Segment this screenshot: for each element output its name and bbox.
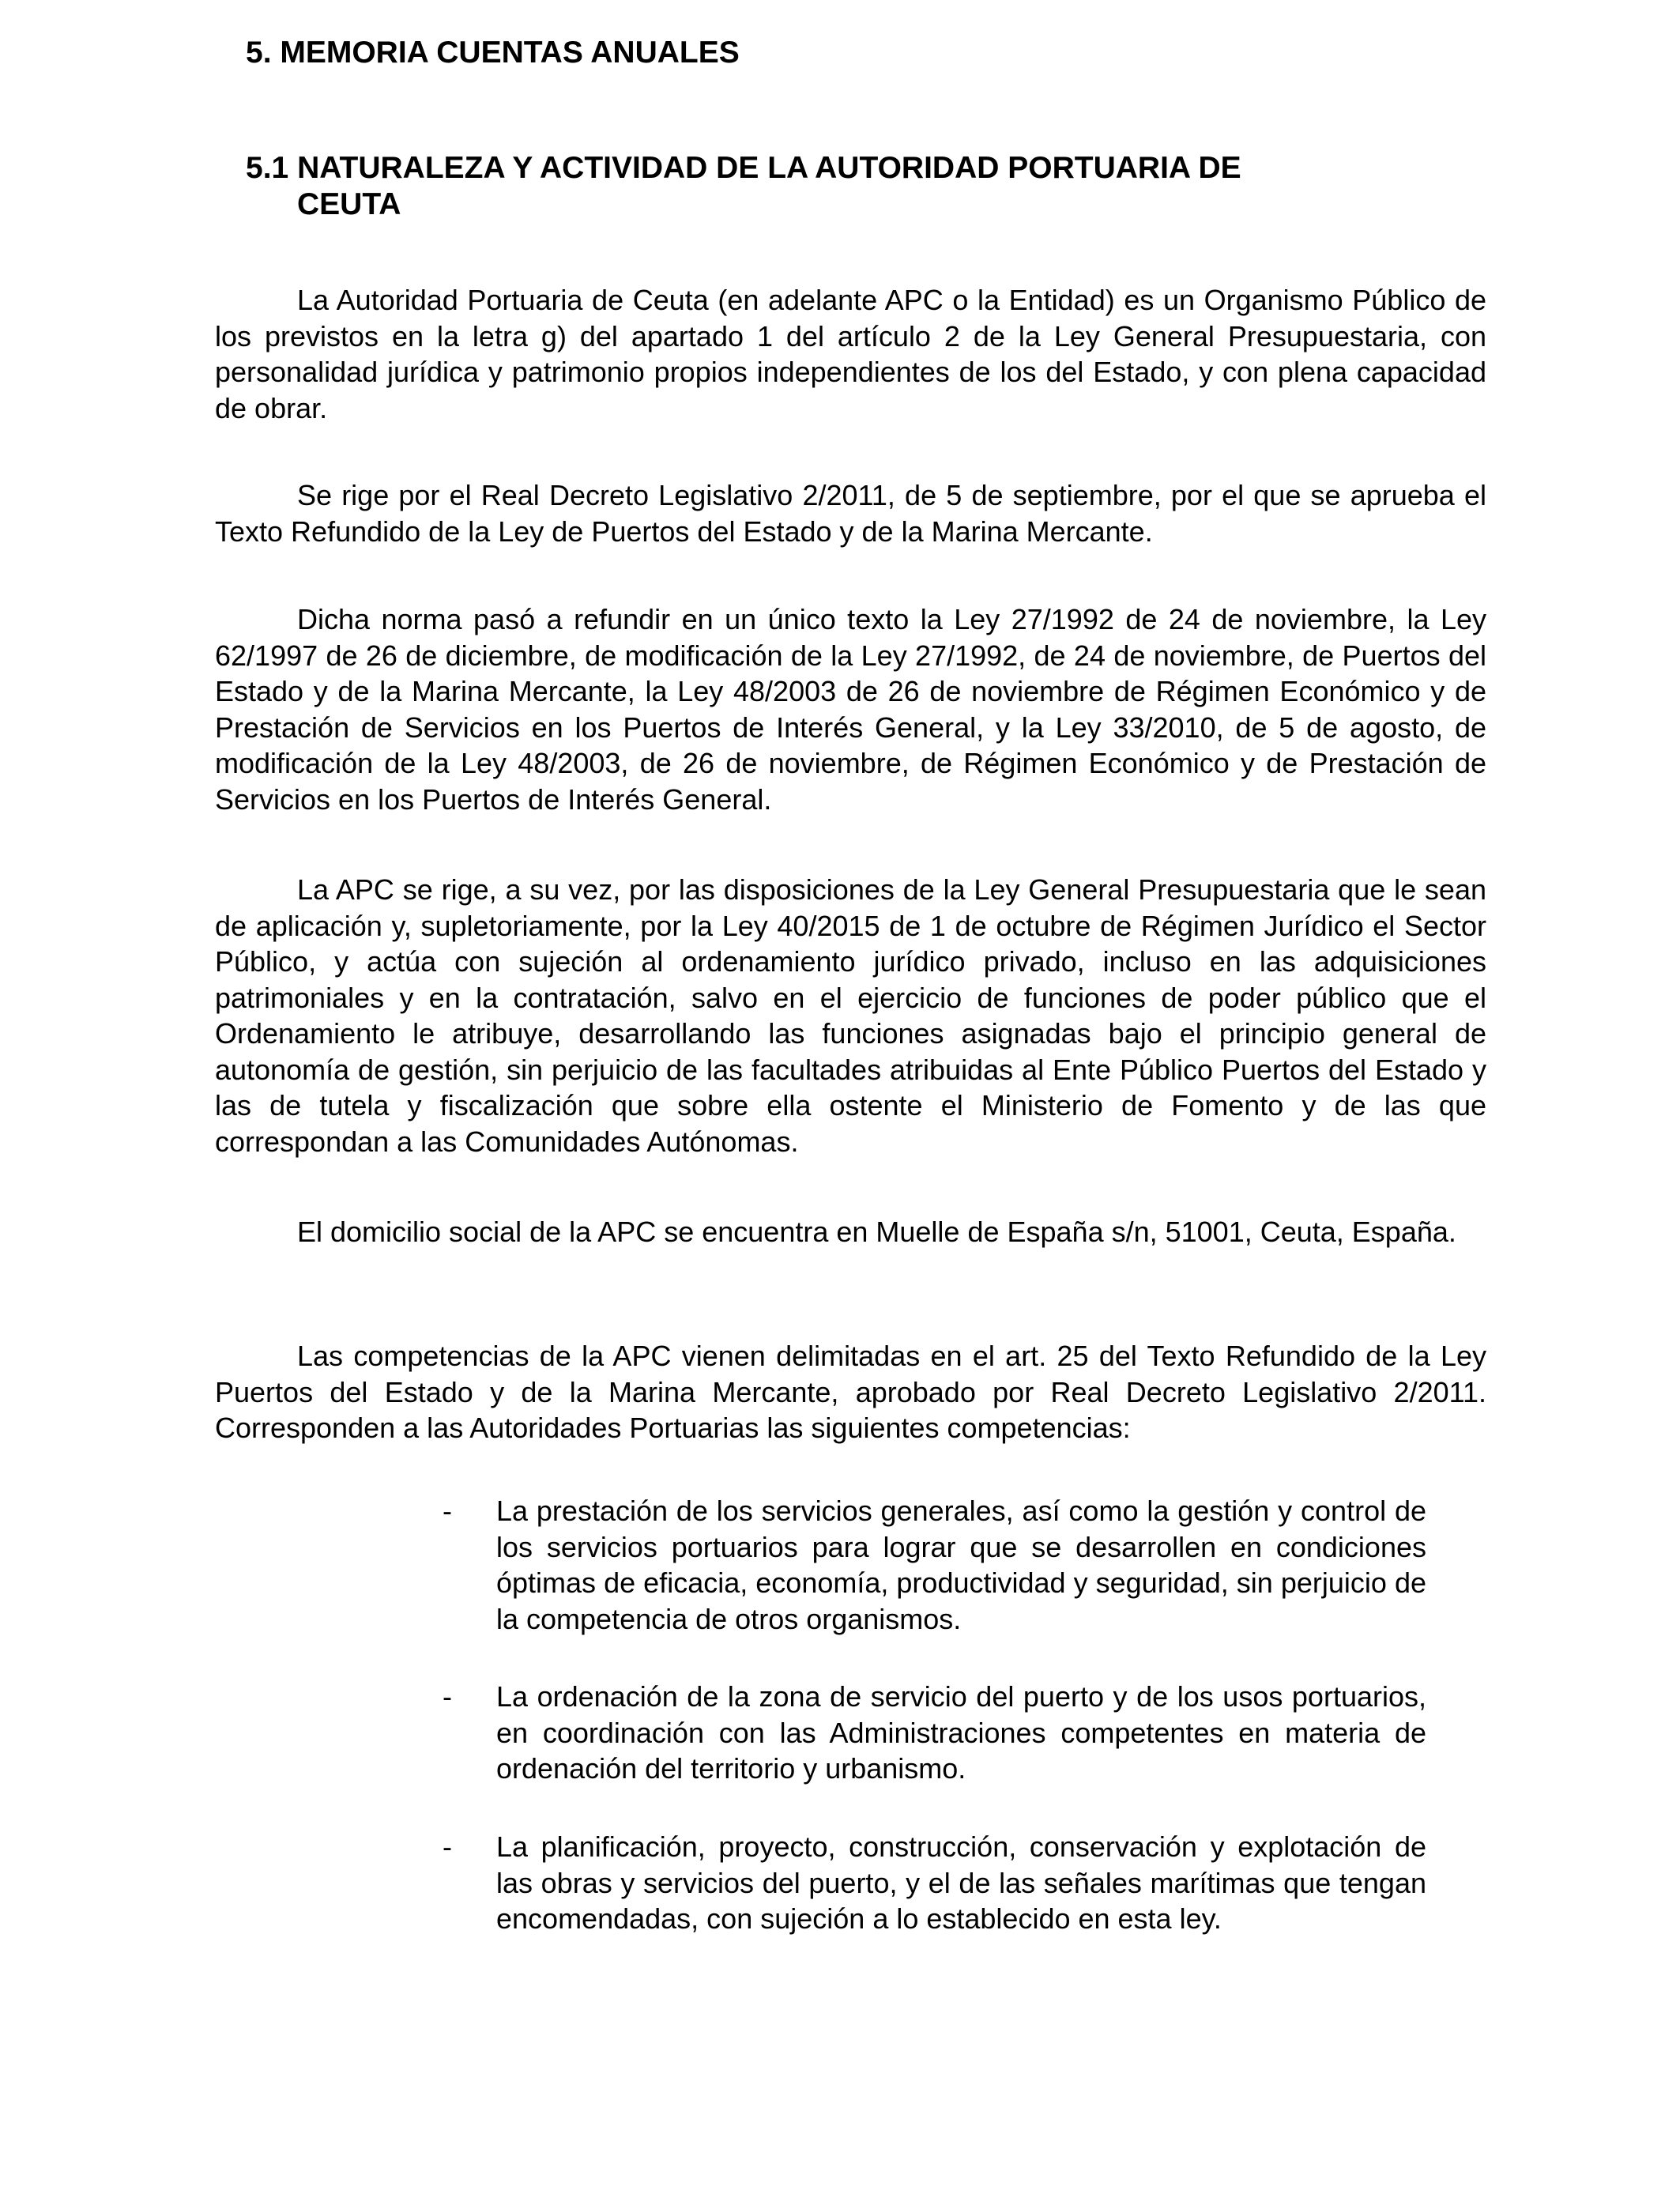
- paragraph-naturaleza: La Autoridad Portuaria de Ceuta (en adelante APC o la Entidad) es un Organismo Público de los previstos en la letra g) del apartado 1 del artículo 2 de la Ley General Presupuestaria, con personalidad jurídica y patrimonio propios independientes de los del Estado, y con plena capacidad de obrar.: [215, 284, 1486, 424]
- list-dash: -: [443, 1495, 452, 1527]
- list-item-text: La planificación, proyecto, construcción, conservación y explotación de las obras y servicios del puerto, y el de las señales marítimas que tengan encomendadas, con sujeción a lo establecido en esta ley.: [496, 1830, 1426, 1935]
- list-dash: -: [443, 1830, 452, 1863]
- subsection-title-line1: NATURALEZA Y ACTIVIDAD DE LA AUTORIDAD PORTUARIA DE: [297, 151, 1241, 185]
- list-dash: -: [443, 1680, 452, 1713]
- subsection-title-line2: CEUTA: [297, 187, 401, 221]
- list-item: [443, 1493, 1426, 1637]
- list-item: [443, 1679, 1426, 1787]
- paragraph-regimen-legal: Se rige por el Real Decreto Legislativo 2/2011, de 5 de septiembre, por el que se aprueba el Texto Refundido de la Ley de Puertos del Estado y de la Marina Mercante.: [215, 479, 1486, 548]
- paragraph-domicilio: El domicilio social de la APC se encuentra en Muelle de España s/n, 51001, Ceuta, España.: [297, 1216, 1456, 1248]
- subsection-title: [246, 150, 1478, 223]
- paragraph-regimen-juridico: La APC se rige, a su vez, por las disposiciones de la Ley General Presupuestaria que le sean de aplicación y, supletoriamente, por la Ley 40/2015 de 1 de octubre de Régimen Jurídico el Sector Público, y actúa con sujeción al ordenamiento jurídico privado, incluso en las adquisiciones patrimoniales y en la contratación, salvo en el ejercicio de funciones de poder público que el Ordenamiento le atribuye, desarrollando las funciones asignadas bajo el principio general de autonomía de gestión, sin perjuicio de las facultades atribuidas al Ente Público Puertos del Estado y las de tutela y fiscalización que sobre ella ostente el Ministerio de Fomento y de las que correspondan a las Comunidades Autónomas.: [215, 873, 1486, 1158]
- paragraph-competencias: Las competencias de la APC vienen delimitadas en el art. 25 del Texto Refundido de la Ley Puertos del Estado y de la Marina Mercante, aprobado por Real Decreto Legislativo 2/2011. Corresponden a las Autoridades Portuarias las siguientes competencias:: [215, 1340, 1486, 1444]
- section-title: 5. MEMORIA CUENTAS ANUALES: [246, 36, 740, 70]
- list-item-text: La prestación de los servicios generales, así como la gestión y control de los servicios portuarios para lograr que se desarrollen en condiciones óptimas de eficacia, economía, productividad y seguridad, sin perjuicio de la competencia de otros organismos.: [496, 1495, 1426, 1635]
- list-item: [443, 1829, 1426, 1937]
- list-item-text: La ordenación de la zona de servicio del puerto y de los usos portuarios, en coordinación con las Administraciones competentes en materia de ordenación del territorio y urbanismo.: [496, 1680, 1426, 1785]
- paragraph-refundicion: Dicha norma pasó a refundir en un único texto la Ley 27/1992 de 24 de noviembre, la Ley 62/1997 de 26 de diciembre, de modificación de la Ley 27/1992, de 24 de noviembre, de Puertos del Estado y de la Marina Mercante, la Ley 48/2003 de 26 de noviembre de Régimen Económico y de Prestación de Servicios en los Puertos de Interés General, y la Ley 33/2010, de 5 de agosto, de modificación de la Ley 48/2003, de 26 de noviembre, de Régimen Económico y de Prestación de Servicios en los Puertos de Interés General.: [215, 603, 1486, 816]
- subsection-number: 5.1: [246, 151, 289, 185]
